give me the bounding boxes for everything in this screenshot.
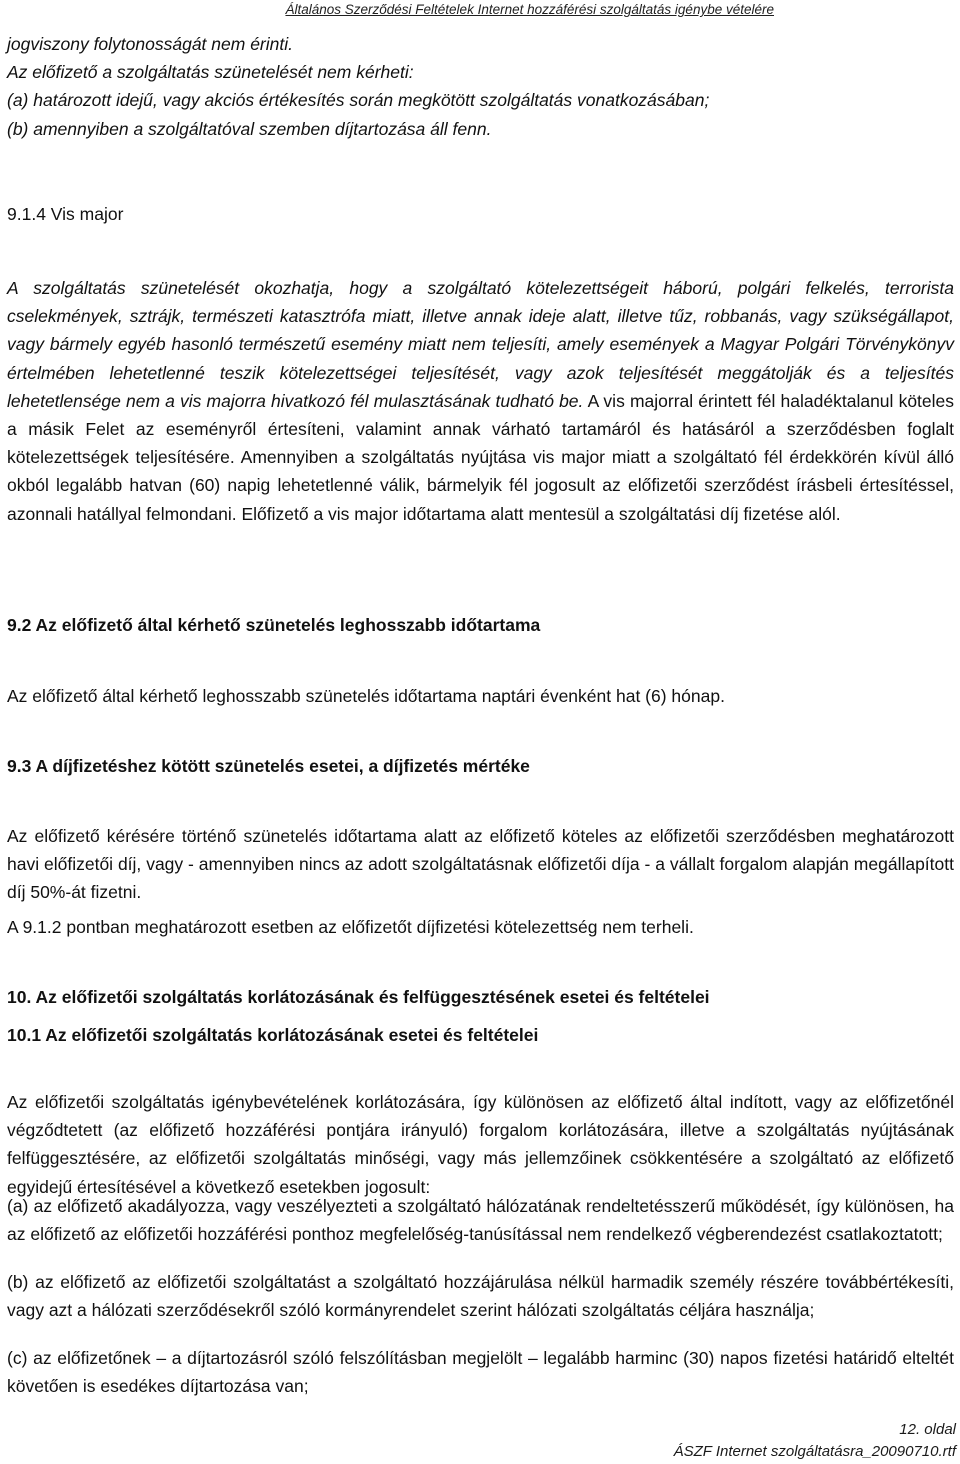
section-9-1-4-title: 9.1.4 Vis major (7, 204, 124, 224)
page-number: 12. oldal (899, 1421, 956, 1438)
section-9-3-title: 9.3 A díjfizetéshez kötött szünetelés esetei, a díjfizetés mértéke (7, 756, 530, 776)
section-9-2-body: Az előfizető által kérhető leghosszabb szünetelés időtartama naptári évenként hat (6) hónap. (7, 686, 725, 706)
section-10-1-title: 10.1 Az előfizetői szolgáltatás korlátozásának esetei és feltételei (7, 1025, 539, 1045)
section-9-3-body: Az előfizető kérésére történő szünetelés időtartama alatt az előfizető köteles az előfizetői szerződésben meghatározott havi előfizetői díj, vagy - amennyiben nincs az adott szolgáltatásnak előfizetői díja - a vállalt forgalom alapján megállapított díj 50%-át fizetni. (7, 826, 954, 903)
intro-lines (7, 30, 954, 143)
running-header: Általános Szerződési Feltételek Internet hozzáférési szolgáltatás igénybe vételére (285, 2, 774, 17)
text-line: Az előfizető a szolgáltatás szünetelését nem kérheti: (7, 62, 414, 83)
section-10-title: 10. Az előfizetői szolgáltatás korlátozásának és felfüggesztésének esetei és feltételei (7, 987, 710, 1007)
vis-major-plain-text: A vis majorral érintett fél haladéktalanul köteles a másik Felet az eseményről értesíteni, valamint annak várható tartamáról és hatásáról a szerződésben foglalt kötelezettségek teljesítésére. Amennyiben a szolgáltatás nyújtása vis major miatt a szolgáltató fél érdekkörén kívül álló okból legalább hatvan (60) napig lehetetlenné válik, bármelyik fél jogosult az előfizetői szerződést írásbeli értesítéssel, azonnali hatállyal felmondani. Előfizető a vis major időtartama alatt mentesül a szolgáltatási díj fizetése alól. (7, 390, 955, 524)
section-10-1-item-c: (c) az előfizetőnek – a díjtartozásról szóló felszólításban megjelölt – legalább harminc (30) napos fizetési határidő elteltét követően is esedékes díjtartozása van; (7, 1348, 954, 1397)
section-10-1-item-a: (a) az előfizető akadályozza, vagy veszélyezteti a szolgáltató hálózatának rendeltetésszerű működését, így különösen, ha az előfizető az előfizetői hozzáférési ponthoz megfelelőség-tanúsítással nem rendelkező végberendezést csatlakoztatott; (7, 1196, 954, 1245)
section-9-3-body-2: A 9.1.2 pontban meghatározott esetben az előfizetőt díjfizetési kötelezettség nem terheli. (7, 917, 694, 937)
section-9-1-4-body (7, 274, 954, 528)
text-line: (b) amennyiben a szolgáltatóval szemben díjtartozása áll fenn. (7, 118, 492, 139)
section-10-1-item-b: (b) az előfizető az előfizetői szolgáltatást a szolgáltató hozzájárulása nélkül harmadik személy részére továbbértékesíti, vagy azt a hálózati szerződésekről szóló kormányrendelet szerint hálózati szolgáltatás céljára használja; (7, 1272, 954, 1321)
text-line: (a) határozott idejű, vagy akciós értékesítés során megkötött szolgáltatás vonatkozásában; (7, 90, 710, 111)
footer-filename: ÁSZF Internet szolgáltatásra_20090710.rtf (673, 1443, 956, 1460)
section-10-1-body: Az előfizetői szolgáltatás igénybevételének korlátozására, így különösen az előfizető által indított, vagy az előfizetőnél végződtetett (az előfizető hozzáférési pontjára irányuló) forgalom korlátozására, illetve a szolgáltatás nyújtásának felfüggesztésére, az előfizetői szolgáltatás minőségi, vagy más jellemzőinek csökkentésére a szolgáltató az előfizető egyidejű értesítésével a következő esetekben jogosult: (7, 1092, 954, 1197)
text-line: jogviszony folytonosságát nem érinti. (7, 34, 293, 54)
section-9-2-title: 9.2 Az előfizető által kérhető szünetelés leghosszabb időtartama (7, 615, 541, 635)
vis-major-italic-text: A szolgáltatás szünetelését okozhatja, hogy a szolgáltató kötelezettségeit háború, polgári felkelés, terrorista cselekmények, sztrájk, természeti katasztrófa miatt, illetve annak ideje alatt, illetve tűz, robbanás, vagy szükségállapot, vagy bármely egyéb hasonló természetű esemény miatt nem teljesíti, amely események a Magyar Polgári Törvénykönyv értelmében lehetetlenné teszik kötelezettségei teljesítését, vagy azok teljesítését meggátolják és a teljesítés lehetetlensége nem a vis majorra hivatkozó fél mulasztásának tudható be. (7, 278, 954, 411)
